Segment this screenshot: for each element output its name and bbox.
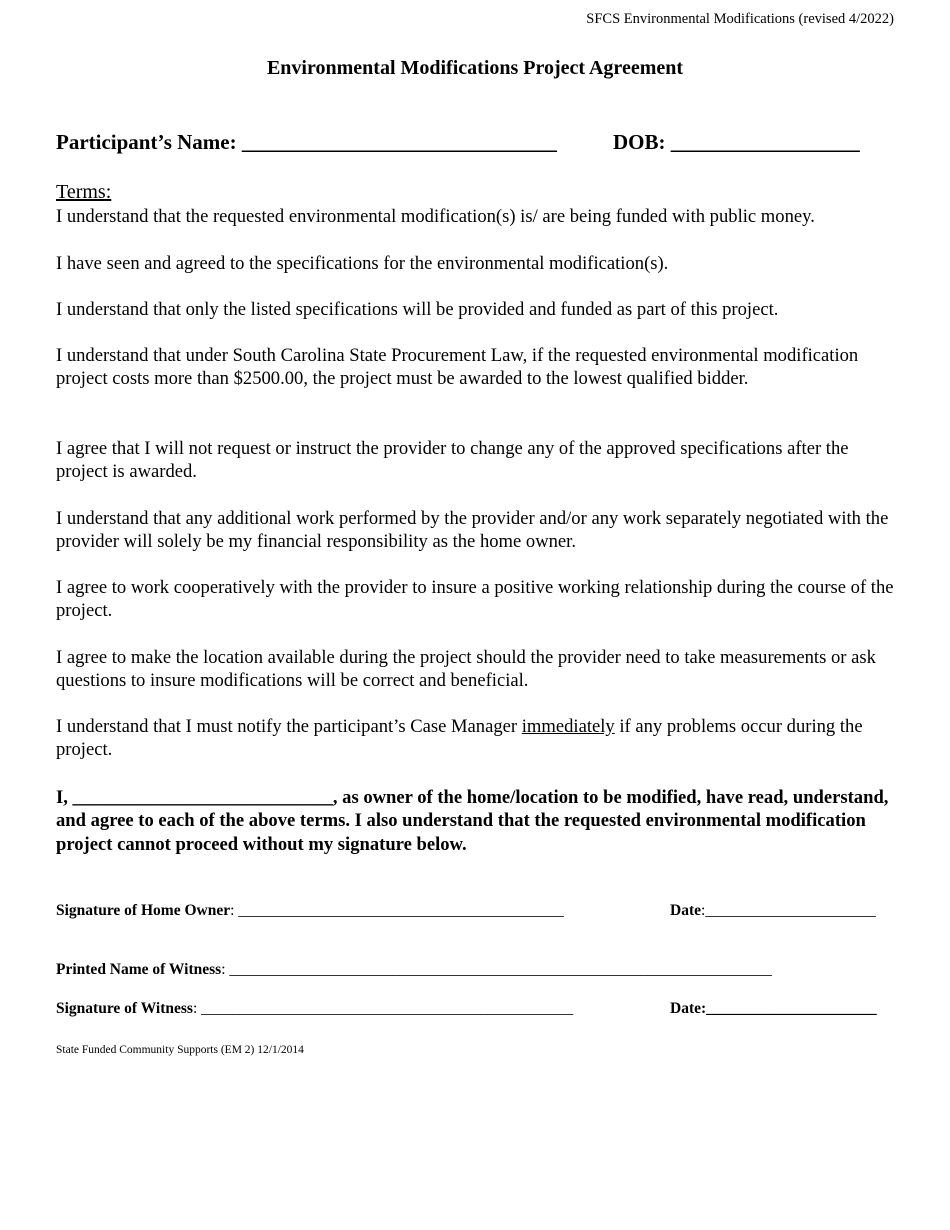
- owner-acknowledgment: [56, 786, 906, 856]
- witness-date-field[interactable]: [670, 1000, 877, 1018]
- revision-note: SFCS Environmental Modifications (revised 4/2022): [586, 11, 894, 27]
- participant-name-blank[interactable]: ______________________________: [241, 130, 557, 154]
- term-item: I agree to make the location available during the project should the provider need to take measurements or ask questions to insure modifications will be correct and beneficial.: [56, 647, 876, 692]
- term-item: I understand that under South Carolina State Procurement Law, if the requested environmental modification project costs more than $2500.00, the project must be awarded to the lowest qualified bidder.: [56, 345, 859, 390]
- notify-text-after: if any problems occur during the project.: [56, 716, 863, 761]
- term-item: I understand that the requested environmental modification(s) is/ are being funded with public money.: [56, 206, 815, 227]
- owner-signature-label: Signature of Home Owner: [56, 902, 231, 919]
- witness-signature-line[interactable]: : ________________________________________________: [192, 1000, 574, 1017]
- witness-name-label: Printed Name of Witness: [56, 961, 222, 978]
- acknowledgment-text: , as owner of the home/location to be modified, have read, understand, and agree to each of the above terms. I also understand that the requested environmental modification project cannot proceed without my signature below.: [56, 787, 889, 855]
- term-item: I agree to work cooperatively with the provider to insure a positive working relationship during the course of the project.: [56, 577, 894, 622]
- witness-signature-field[interactable]: [56, 1000, 573, 1018]
- witness-signature-label: Signature of Witness: [56, 1000, 193, 1017]
- witness-name-line[interactable]: : ______________________________________________________________________: [221, 961, 772, 978]
- term-item-notify-case-manager: [56, 715, 902, 762]
- owner-date-label: Date: [670, 902, 701, 919]
- dob-field[interactable]: [613, 130, 860, 155]
- acknowledgment-prefix: I,: [56, 787, 68, 808]
- owner-signature-line[interactable]: : __________________________________________: [230, 902, 564, 919]
- witness-date-label: Date:: [670, 1000, 707, 1017]
- notify-text-before: I understand that I must notify the participant’s Case Manager: [56, 716, 518, 737]
- dob-blank[interactable]: __________________: [670, 130, 860, 154]
- witness-date-line[interactable]: ______________________: [706, 1000, 877, 1017]
- participant-name-label: Participant’s Name:: [56, 130, 237, 154]
- owner-name-blank[interactable]: ____________________________: [72, 787, 333, 808]
- terms-heading: Terms:: [56, 181, 112, 203]
- owner-date-line[interactable]: :______________________: [701, 902, 876, 919]
- participant-name-field[interactable]: [56, 130, 557, 155]
- term-item: I have seen and agreed to the specifications for the environmental modification(s).: [56, 253, 669, 274]
- term-item: I agree that I will not request or instruct the provider to change any of the approved specifications after the project is awarded.: [56, 438, 849, 483]
- dob-label: DOB:: [613, 130, 666, 154]
- term-item: I understand that only the listed specifications will be provided and funded as part of this project.: [56, 299, 779, 320]
- form-id-footer: State Funded Community Supports (EM 2) 12/1/2014: [56, 1044, 304, 1056]
- term-item: I understand that any additional work performed by the provider and/or any work separately negotiated with the provider will solely be my financial responsibility as the home owner.: [56, 508, 889, 553]
- owner-signature-field[interactable]: [56, 902, 564, 920]
- notify-emphasis: immediately: [521, 716, 615, 737]
- owner-date-field[interactable]: [670, 902, 876, 920]
- document-title: Environmental Modifications Project Agreement: [266, 57, 684, 79]
- witness-name-field[interactable]: [56, 961, 772, 979]
